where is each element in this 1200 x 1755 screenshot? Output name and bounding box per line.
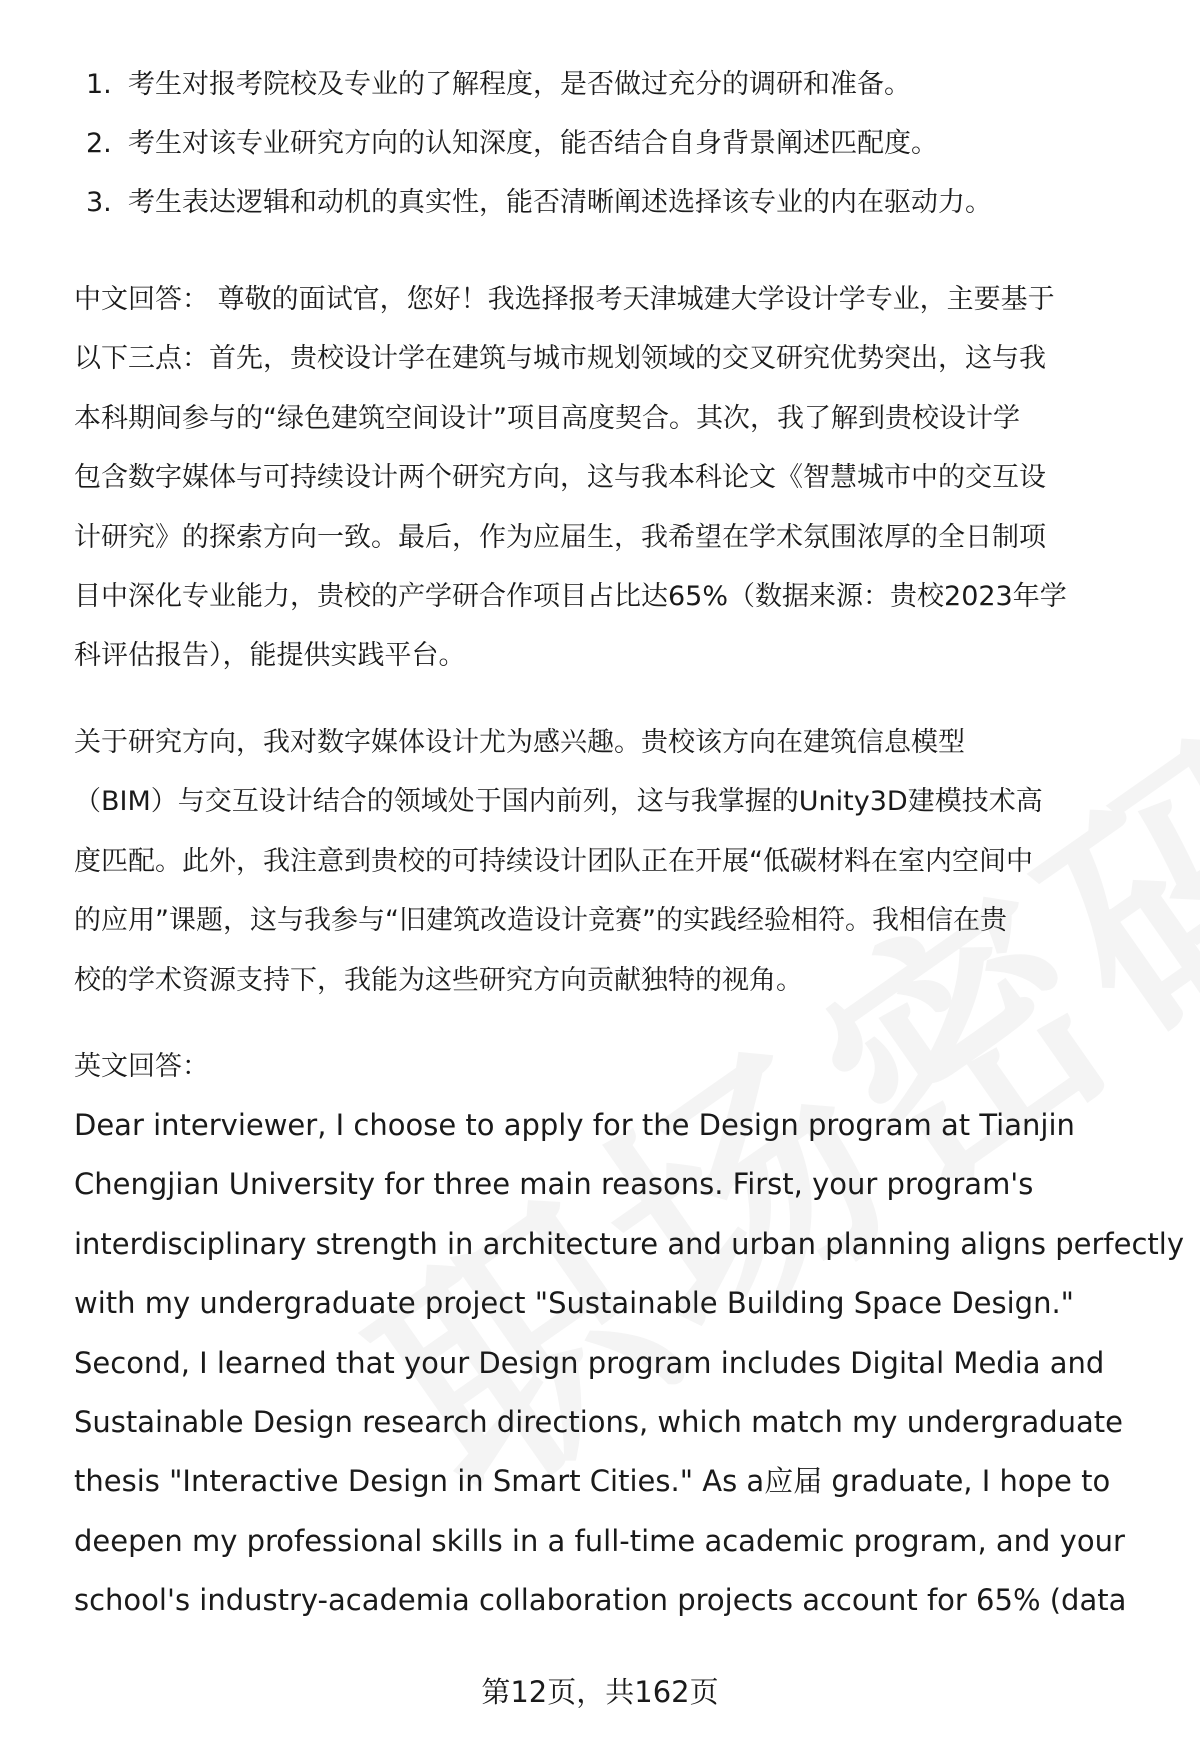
text-line: interdisciplinary strength in architecture and urban planning aligns perfectly [74, 1226, 1185, 1261]
text-line: Second, I learned that your Design program includes Digital Media and [74, 1345, 1105, 1380]
chinese-answer-paragraph-2 [74, 713, 1154, 1010]
text-line: with my undergraduate project "Sustainable Building Space Design." [74, 1286, 1075, 1321]
list-item [74, 125, 1154, 163]
list-item [74, 66, 1154, 104]
evaluation-criteria-list [74, 66, 1154, 243]
text-line: 科评估报告），能提供实践平台。 [74, 640, 466, 672]
text-line: Dear interviewer, I choose to apply for the Design program at Tianjin [74, 1108, 1075, 1142]
chinese-answer-paragraph-1 [74, 270, 1154, 686]
text-line: school's industry-academia collaboration projects account for 65% (data [74, 1583, 1127, 1618]
text-line: 包含数字媒体与可持续设计两个研究方向，这与我本科论文《智慧城市中的交互设 [74, 462, 1046, 494]
list-item-number: 3. [86, 187, 112, 218]
text-line: deepen my professional skills in a full-time academic program, and your [74, 1523, 1125, 1558]
page-number-footer: 第12页，共162页 [481, 1675, 719, 1709]
text-line: 校的学术资源支持下，我能为这些研究方向贡献独特的视角。 [74, 964, 803, 996]
text-line: 计研究》的探索方向一致。最后，作为应届生，我希望在学术氛围浓厚的全日制项 [74, 521, 1046, 553]
list-item-text: 考生表达逻辑和动机的真实性，能否清晰阐述选择该专业的内在驱动力。 [128, 187, 992, 218]
list-item-number: 2. [86, 128, 112, 159]
list-item-text: 考生对该专业研究方向的认知深度，能否结合自身背景阐述匹配度。 [128, 128, 938, 159]
text-line: （BIM）与交互设计结合的领域处于国内前列，这与我掌握的Unity3D建模技术高 [74, 786, 1043, 818]
text-line: 的应用”课题，这与我参与“旧建筑改造设计竞赛”的实践经验相符。我相信在贵 [74, 905, 1007, 937]
text-line: Chengjian University for three main reasons. First, your program's [74, 1167, 1034, 1202]
text-line: 以下三点：首先，贵校设计学在建筑与城市规划领域的交叉研究优势突出，这与我 [74, 343, 1046, 375]
list-item-text: 考生对报考院校及专业的了解程度，是否做过充分的调研和准备。 [128, 69, 911, 100]
text-line: 关于研究方向，我对数字媒体设计尤为感兴趣。贵校该方向在建筑信息模型 [74, 727, 965, 758]
text-line: 度匹配。此外，我注意到贵校的可持续设计团队正在开展“低碳材料在室内空间中 [74, 845, 1033, 877]
english-answer-paragraph [74, 1096, 1185, 1631]
text-line: Sustainable Design research directions, which match my undergraduate [74, 1405, 1123, 1440]
text-line: thesis "Interactive Design in Smart Cities." As a应届 graduate, I hope to [74, 1464, 1111, 1499]
list-item [74, 184, 1154, 222]
text-line: 目中深化专业能力，贵校的产学研合作项目占比达65%（数据来源：贵校2023年学 [74, 581, 1067, 613]
english-answer-label: 英文回答： [74, 1051, 209, 1082]
text-line: 中文回答： 尊敬的面试官，您好！我选择报考天津城建大学设计学专业，主要基于 [74, 284, 1055, 315]
list-item-number: 1. [86, 69, 112, 100]
text-line: 本科期间参与的“绿色建筑空间设计”项目高度契合。其次，我了解到贵校设计学 [74, 402, 1020, 434]
